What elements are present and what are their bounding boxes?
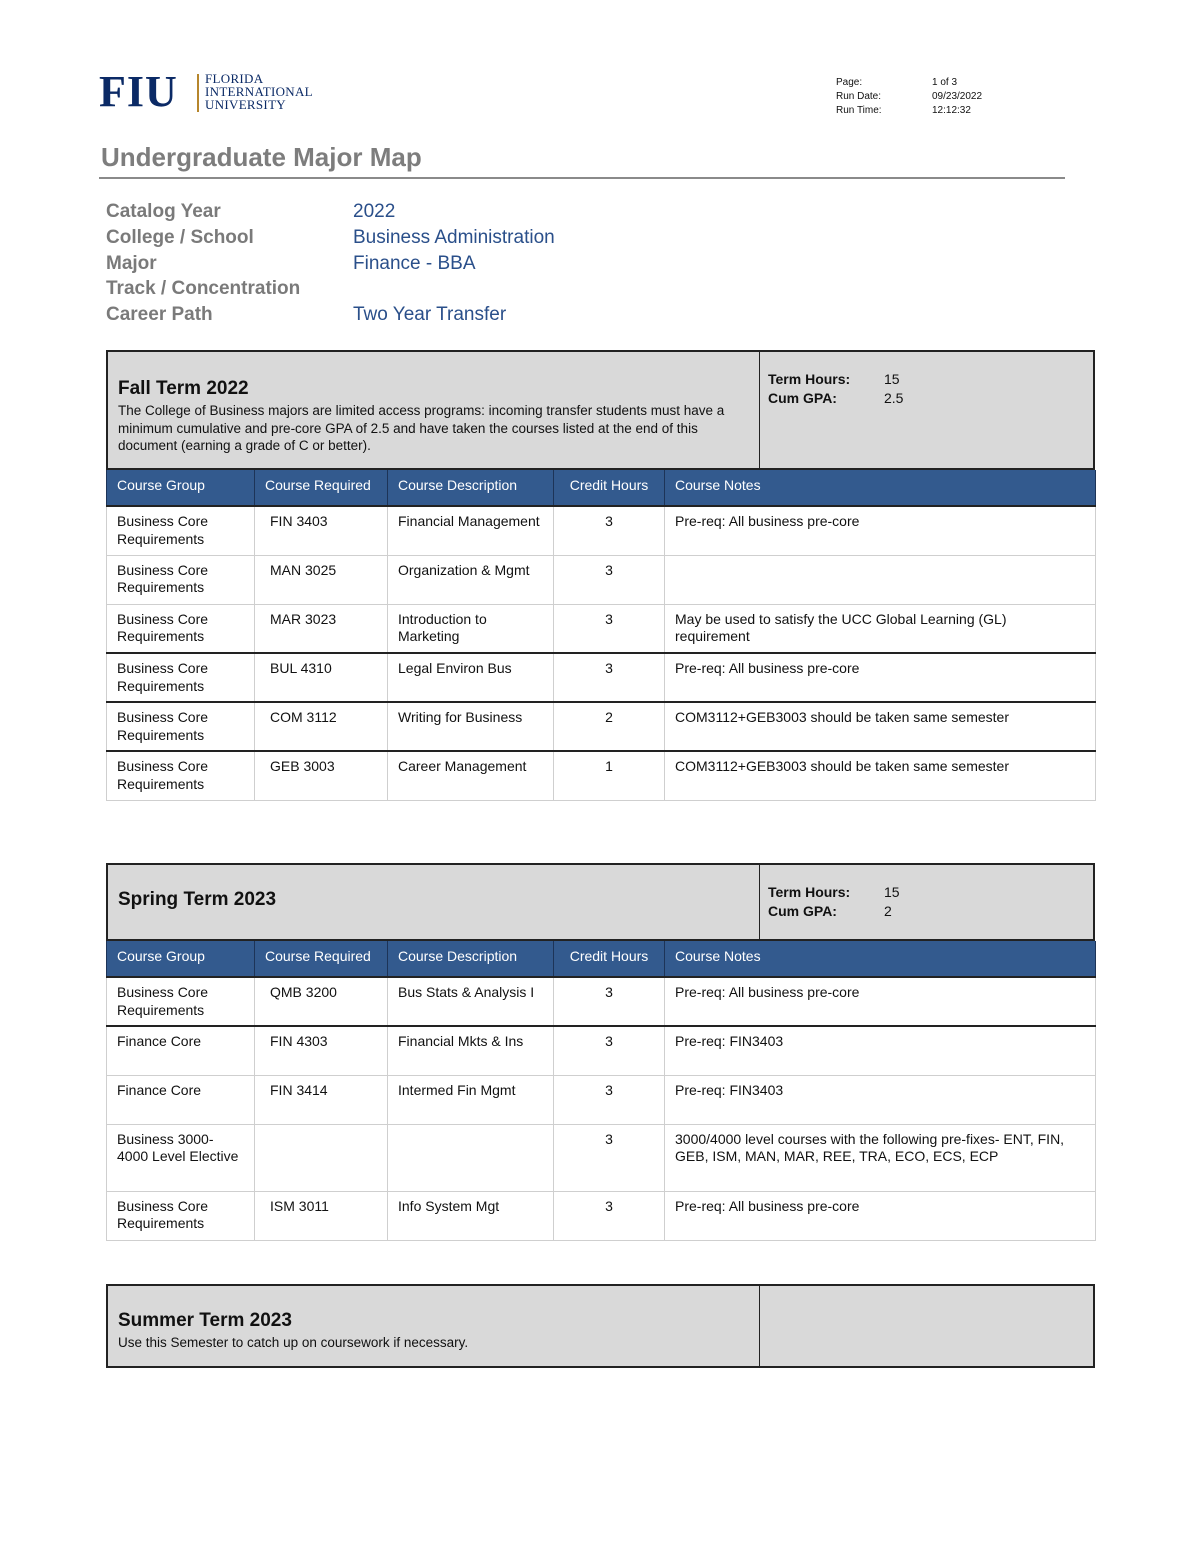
- table-row: Business 3000-4000 Level Elective 3 3000/4000 level courses with the following pre-fixes- ENT, FIN, GEB, ISM, MAN, MAR, REE, TRA, ECO, ECS, ECP: [107, 1124, 1096, 1191]
- spring-term-hours: 15: [884, 884, 900, 900]
- page-title: Undergraduate Major Map: [101, 142, 422, 172]
- run-meta: [836, 76, 982, 118]
- fall-term-title: Fall Term 2022: [118, 378, 249, 399]
- col-course-required: Course Required: [255, 941, 388, 977]
- table-row: Finance Core FIN 4303 Financial Mkts & Ins 3 Pre-req: FIN3403: [107, 1026, 1096, 1075]
- table-row: Business Core Requirements ISM 3011 Info System Mgt 3 Pre-req: All business pre-core: [107, 1191, 1096, 1240]
- spring-term-header: [106, 863, 1095, 941]
- table-row: Business Core Requirements BUL 4310 Legal Environ Bus 3 Pre-req: All business pre-core: [107, 653, 1096, 702]
- summer-term-title: Summer Term 2023: [118, 1310, 292, 1331]
- table-header-row: [107, 941, 1096, 977]
- run-date-label: Run Date:: [836, 91, 882, 102]
- col-course-group: Course Group: [107, 941, 255, 977]
- summer-term-header: [106, 1284, 1095, 1368]
- info-row: College / School Business Administration: [106, 226, 555, 248]
- col-course-description: Course Description: [388, 941, 554, 977]
- table-row: Business Core Requirements QMB 3200 Bus Stats & Analysis I 3 Pre-req: All business pre-core: [107, 977, 1096, 1026]
- spring-term-summary: Term Hours: 15 Cum GPA: 2: [768, 884, 900, 919]
- spring-course-table: [106, 941, 1096, 1241]
- fall-cum-gpa: 2.5: [884, 389, 904, 406]
- col-course-notes: Course Notes: [665, 941, 1096, 977]
- info-row: Catalog Year 2022: [106, 201, 396, 222]
- run-time-label: Run Time:: [836, 105, 882, 116]
- info-row: Track / Concentration: [106, 278, 301, 300]
- table-row: Business Core Requirements MAR 3023 Introduction to Marketing 3 May be used to satisfy the UCC Global Learning (GL) requirement: [107, 604, 1096, 653]
- title-divider: [99, 177, 1065, 179]
- program-info: [106, 199, 555, 328]
- page-label: Page:: [836, 77, 863, 88]
- col-credit-hours: Credit Hours: [554, 470, 665, 506]
- col-course-description: Course Description: [388, 470, 554, 506]
- table-row: Business Core Requirements COM 3112 Writing for Business 2 COM3112+GEB3003 should be taken same semester: [107, 702, 1096, 751]
- fall-term-summary: Term Hours: 15 Cum GPA: 2.5: [768, 371, 904, 406]
- table-row: Business Core Requirements FIN 3403 Financial Management 3 Pre-req: All business pre-core: [107, 506, 1096, 555]
- table-row: Business Core Requirements GEB 3003 Career Management 1 COM3112+GEB3003 should be taken same semester: [107, 751, 1096, 800]
- spring-term-title: Spring Term 2023: [118, 889, 277, 910]
- col-course-notes: Course Notes: [665, 470, 1096, 506]
- fall-course-table: [106, 470, 1096, 801]
- fall-term-hours: 15: [884, 371, 900, 387]
- col-credit-hours: Credit Hours: [554, 941, 665, 977]
- spring-cum-gpa: 2: [884, 902, 892, 919]
- logo-mark: FIU: [99, 67, 178, 116]
- col-course-group: Course Group: [107, 470, 255, 506]
- table-row: Finance Core FIN 3414 Intermed Fin Mgmt 3 Pre-req: FIN3403: [107, 1075, 1096, 1124]
- col-course-required: Course Required: [255, 470, 388, 506]
- summer-term-description: Use this Semester to catch up on coursework if necessary.: [118, 1335, 469, 1350]
- page-value: 1 of 3: [932, 77, 958, 88]
- info-row: Career Path Two Year Transfer: [106, 304, 507, 326]
- fiu-logo: [99, 67, 339, 116]
- table-header-row: [107, 470, 1096, 506]
- run-time-value: 12:12:32: [932, 105, 971, 116]
- logo-divider: [197, 74, 199, 112]
- table-row: Business Core Requirements MAN 3025 Organization & Mgmt 3: [107, 555, 1096, 604]
- fall-term-description: The College of Business majors are limited access programs: incoming transfer students must have a minimum cumulative and pre-core GPA of 2.5 and have taken the courses listed at the end of this document (earning a grade of C or better).: [118, 403, 725, 453]
- info-row: Major Finance - BBA: [106, 252, 476, 274]
- run-date-value: 09/23/2022: [932, 91, 983, 102]
- logo-name: FLORIDA INTERNATIONAL UNIVERSITY: [205, 71, 313, 112]
- fall-term-header: [106, 350, 1095, 470]
